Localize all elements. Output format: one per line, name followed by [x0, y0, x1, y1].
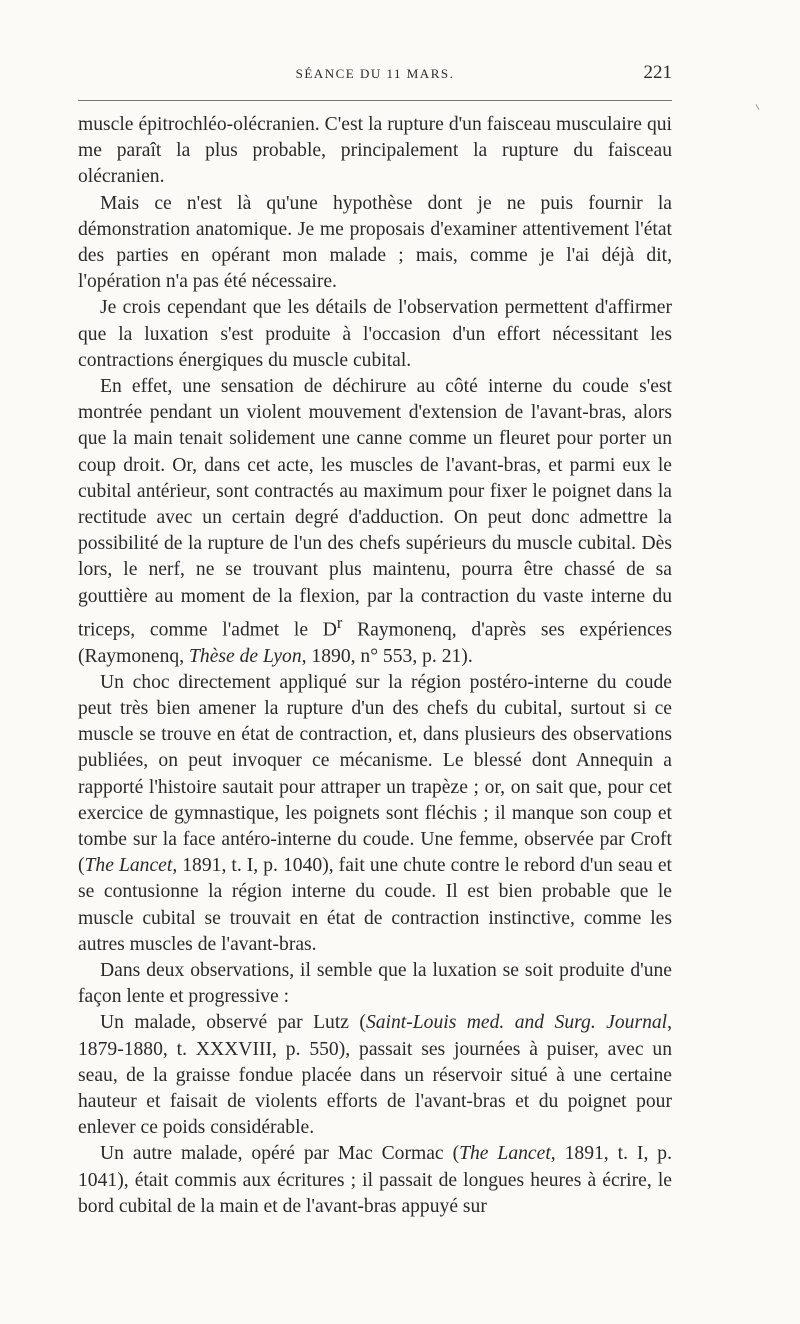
text-run: , 1879-1880, t. XXXVIII, p. 550), passait ses journées à puiser, avec un seau, de la graisse fondue placée dans un réservoir situé à une certaine hauteur et faisait de violents efforts de l'avant-bras et du poignet pour enlever ce poids considérable.	[78, 1012, 673, 1139]
paragraph	[78, 1141, 672, 1220]
text-run: En effet, une sensation de déchirure au côté interne du coude s'est montrée pendant un violent mouvement d'extension de l'avant-bras, alors que la main tenait solidement une canne comme un fleuret pour porter un coup droit. Or, dans cet acte, les muscles de l'avant-bras, et parmi eux le cubital antérieur, sont contractés au maximum pour fixer le poignet dans la rectitude avec un certain degré d'adduction. On peut donc admettre la possibilité de la rupture de l'un des chefs supérieurs du muscle cubital. Dès lors, le nerf, ne se trouvant plus maintenu, pourra être chassé de sa gouttière au moment de la flexion, par la contraction du vaste interne du triceps, comme l'admet le D	[78, 376, 672, 641]
paragraph	[78, 670, 672, 958]
text-run: Un autre malade, opéré par Mac Cormac (	[100, 1143, 460, 1165]
page-number: 221	[643, 62, 672, 83]
paragraph: Dans deux observations, il semble que la luxation se soit produite d'une façon lente et progressive :	[78, 960, 672, 1008]
text-run: Raymonenq, d'après ses expériences (Raymonenq,	[78, 619, 673, 667]
print-speck	[756, 104, 760, 110]
paragraph: Mais ce n'est là qu'une hypothèse dont je ne puis fournir la démonstration anatomique. Je me proposais d'examiner attentivement l'état des parties en opérant mon malade ; mais, comme je l'ai déjà dit, l'opération n'a pas été nécessaire.	[78, 192, 672, 293]
text-run: , 1890, n° 553, p. 21).	[301, 645, 473, 667]
text-run: , 1891, t. I, p. 1041), était commis aux écritures ; il passait de longues heures à écrire, le bord cubital de la main et de l'avant-bras appuyé sur	[78, 1143, 672, 1217]
text-run: , 1891, t. I, p. 1040), fait une chute contre le rebord d'un seau et se contusionne la région interne du coude. Il est bien probable que le muscle cubital se trouvait en état de contraction instinctive, comme les autres muscles de l'avant-bras.	[78, 855, 673, 955]
running-head	[78, 64, 672, 88]
paragraph	[78, 374, 672, 670]
paragraph: muscle épitrochléo-olécranien. C'est la rupture d'un faisceau musculaire qui me paraît la plus probable, principalement la rupture du faisceau olécranien.	[78, 114, 672, 188]
citation-title: Thèse de Lyon	[189, 645, 302, 667]
header-rule	[78, 100, 672, 101]
citation-title: Saint-Louis med. and Surg. Journal	[365, 1012, 668, 1034]
paragraph: Je crois cependant que les détails de l'observation permettent d'affirmer que la luxation s'est produite à l'occasion d'un effort nécessitant les contractions énergiques du muscle cubital.	[78, 297, 672, 371]
citation-title: The Lancet	[459, 1143, 551, 1165]
text-run: Un malade, observé par Lutz (	[100, 1012, 366, 1034]
running-title: SÉANCE DU 11 MARS.	[295, 66, 455, 81]
paragraph	[78, 1010, 672, 1141]
superscript: r	[336, 612, 343, 632]
text-run: Un choc directement appliqué sur la région postéro-interne du coude peut très bien amener la rupture d'un des chefs du cubital, surtout si ce muscle se trouve en état de contraction, et, dans plusieurs des observations publiées, on peut invoquer ce mécanisme. Le blessé dont Annequin a rapporté l'histoire sautait pour attraper un trapèze ; or, on sait que, pour cet exercice de gymnastique, les poignets sont fléchis ; il manque son coup et tombe sur la face antéro-interne du coude. Une femme, observée par Croft (	[78, 671, 672, 877]
citation-title: The Lancet	[84, 855, 173, 877]
body-text	[78, 112, 672, 1220]
